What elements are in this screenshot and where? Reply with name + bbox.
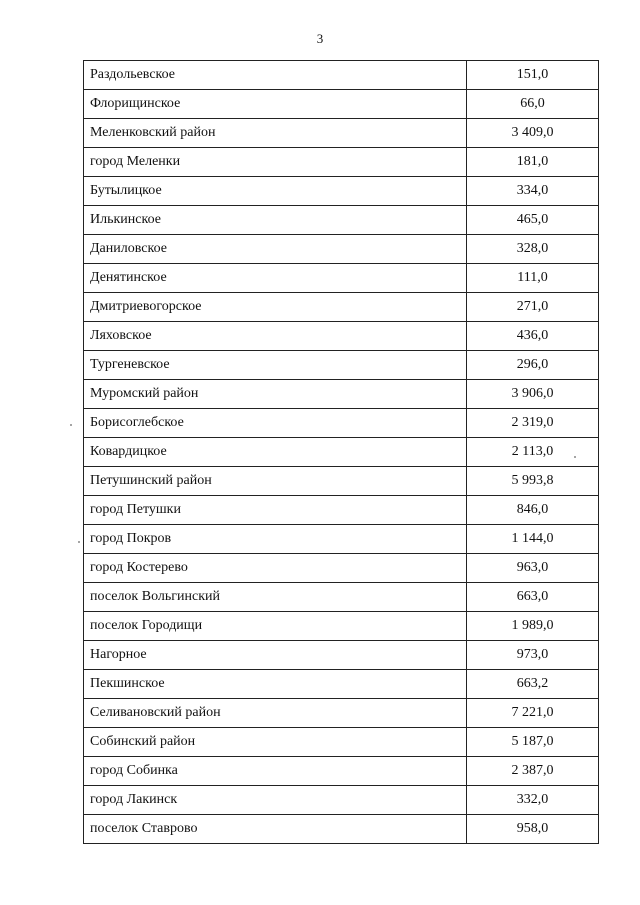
row-value-cell: 2 113,0 (467, 438, 599, 467)
table-row (84, 177, 599, 206)
row-value-cell: 7 221,0 (467, 699, 599, 728)
table-row (84, 554, 599, 583)
table-row (84, 467, 599, 496)
row-value-cell: 3 409,0 (467, 119, 599, 148)
table-row (84, 264, 599, 293)
row-name-cell: Раздольевское (84, 61, 467, 90)
row-value-cell: 296,0 (467, 351, 599, 380)
row-name-cell: Петушинский район (84, 467, 467, 496)
row-value-cell: 332,0 (467, 786, 599, 815)
row-name-cell: город Лакинск (84, 786, 467, 815)
table-row (84, 583, 599, 612)
scan-speck (78, 541, 80, 543)
row-value-cell: 5 187,0 (467, 728, 599, 757)
row-name-cell: Селивановский район (84, 699, 467, 728)
scan-speck (574, 456, 576, 458)
row-name-cell: Борисоглебское (84, 409, 467, 438)
row-value-cell: 66,0 (467, 90, 599, 119)
row-name-cell: Собинский район (84, 728, 467, 757)
row-value-cell: 465,0 (467, 206, 599, 235)
row-value-cell: 334,0 (467, 177, 599, 206)
table-row (84, 293, 599, 322)
row-value-cell: 111,0 (467, 264, 599, 293)
row-name-cell: Ляховское (84, 322, 467, 351)
row-value-cell: 663,2 (467, 670, 599, 699)
row-value-cell: 5 993,8 (467, 467, 599, 496)
row-value-cell: 846,0 (467, 496, 599, 525)
table-row (84, 786, 599, 815)
row-name-cell: город Покров (84, 525, 467, 554)
table-row (84, 438, 599, 467)
table-row (84, 670, 599, 699)
row-name-cell: Пекшинское (84, 670, 467, 699)
row-name-cell: поселок Городищи (84, 612, 467, 641)
row-value-cell: 973,0 (467, 641, 599, 670)
table-row (84, 90, 599, 119)
row-value-cell: 2 387,0 (467, 757, 599, 786)
table-row (84, 612, 599, 641)
row-value-cell: 1 144,0 (467, 525, 599, 554)
table-row (84, 525, 599, 554)
row-name-cell: город Меленки (84, 148, 467, 177)
row-value-cell: 1 989,0 (467, 612, 599, 641)
table-row (84, 699, 599, 728)
row-name-cell: Тургеневское (84, 351, 467, 380)
table-row (84, 206, 599, 235)
row-name-cell: Муромский район (84, 380, 467, 409)
row-value-cell: 963,0 (467, 554, 599, 583)
row-value-cell: 436,0 (467, 322, 599, 351)
row-value-cell: 151,0 (467, 61, 599, 90)
page-number: 3 (316, 31, 324, 46)
table-row (84, 61, 599, 90)
table-row (84, 728, 599, 757)
table-row (84, 351, 599, 380)
table-row (84, 235, 599, 264)
table-row (84, 322, 599, 351)
table-row (84, 641, 599, 670)
row-value-cell: 3 906,0 (467, 380, 599, 409)
table-row (84, 380, 599, 409)
row-name-cell: Ковардицкое (84, 438, 467, 467)
row-name-cell: поселок Ставрово (84, 815, 467, 844)
scan-speck (70, 424, 72, 426)
row-name-cell: Флорищинское (84, 90, 467, 119)
table-row (84, 757, 599, 786)
row-name-cell: Бутылицкое (84, 177, 467, 206)
table-row (84, 119, 599, 148)
row-value-cell: 181,0 (467, 148, 599, 177)
row-value-cell: 2 319,0 (467, 409, 599, 438)
table-row (84, 815, 599, 844)
table-row (84, 409, 599, 438)
table-row (84, 496, 599, 525)
row-value-cell: 328,0 (467, 235, 599, 264)
row-name-cell: город Костерево (84, 554, 467, 583)
row-name-cell: Илькинское (84, 206, 467, 235)
row-value-cell: 663,0 (467, 583, 599, 612)
row-name-cell: город Петушки (84, 496, 467, 525)
row-name-cell: Денятинское (84, 264, 467, 293)
data-table (83, 60, 599, 844)
table-body (84, 61, 599, 844)
row-value-cell: 958,0 (467, 815, 599, 844)
row-name-cell: город Собинка (84, 757, 467, 786)
row-value-cell: 271,0 (467, 293, 599, 322)
row-name-cell: Меленковский район (84, 119, 467, 148)
row-name-cell: Даниловское (84, 235, 467, 264)
row-name-cell: Дмитриевогорское (84, 293, 467, 322)
table-row (84, 148, 599, 177)
row-name-cell: Нагорное (84, 641, 467, 670)
row-name-cell: поселок Вольгинский (84, 583, 467, 612)
